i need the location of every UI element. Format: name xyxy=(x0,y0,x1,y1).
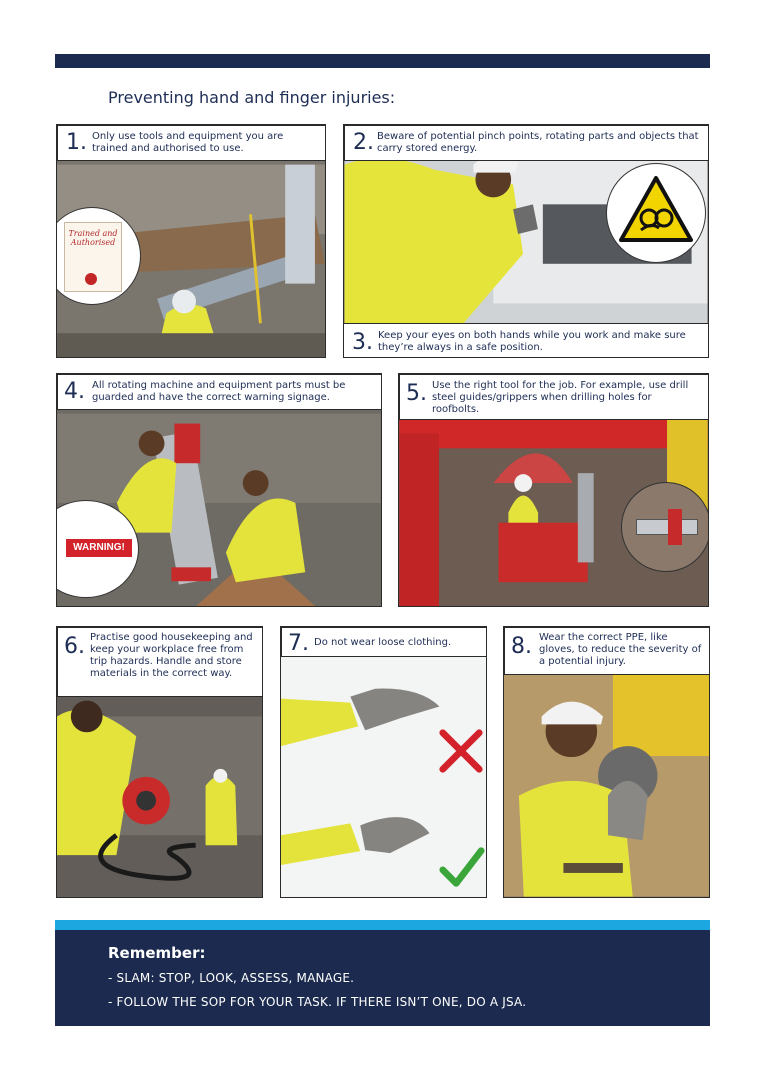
panel-3-number: 3. xyxy=(352,330,373,355)
panel-4-caption xyxy=(57,374,382,410)
panel-5-caption xyxy=(399,374,709,420)
panel-5-text: Use the right tool for the job. For example, use drill steel guides/grippers when drilling holes for roofbolts. xyxy=(432,380,689,415)
panel-5 xyxy=(398,373,709,607)
panel-1 xyxy=(56,124,326,358)
panel-5-number: 5. xyxy=(406,381,427,406)
warning-sign: WARNING! xyxy=(66,539,132,557)
pinch-point-warning-icon xyxy=(607,164,705,262)
page-heading: Preventing hand and finger injuries: xyxy=(108,88,396,107)
panel-8-number: 8. xyxy=(511,634,532,659)
panel-8-caption xyxy=(504,627,710,675)
panel-6 xyxy=(56,626,263,898)
panel-3-caption xyxy=(344,323,709,358)
wrong-cross-icon xyxy=(437,727,485,775)
drill-steel-guide xyxy=(636,519,698,535)
certificate xyxy=(64,222,122,292)
panel-6-text: Practise good housekeeping and keep your workplace free from trip hazards. Handle and store materials in the correct way. xyxy=(90,632,253,679)
panel-7-text: Do not wear loose clothing. xyxy=(314,637,452,648)
certificate-seal xyxy=(85,273,97,285)
accent-stripe xyxy=(55,920,710,930)
panel-7 xyxy=(280,626,487,898)
panel-6-number: 6. xyxy=(64,634,85,659)
panel-2-number: 2. xyxy=(353,130,374,155)
panel-1-number: 1. xyxy=(66,130,87,155)
panel-2-3 xyxy=(343,124,709,358)
panel-3-text: Keep your eyes on both hands while you work and make sure they’re always in a safe position. xyxy=(378,330,686,353)
panel-8 xyxy=(503,626,710,898)
panel-7-number: 7. xyxy=(288,631,309,656)
correct-check-icon xyxy=(437,843,485,891)
panel-4 xyxy=(56,373,382,607)
certificate-title: Trained and Authorised xyxy=(68,229,118,247)
remember-line-2: - FOLLOW THE SOP FOR YOUR TASK. IF THERE ISN’T ONE, DO A JSA. xyxy=(108,995,527,1009)
pinch-point-bubble xyxy=(606,163,706,263)
panel-4-text: All rotating machine and equipment parts must be guarded and have the correct warning signage. xyxy=(92,380,346,403)
drill-gripper-bubble xyxy=(621,482,709,572)
panel-2-caption xyxy=(344,125,709,161)
panel-2-text: Beware of potential pinch points, rotating parts and objects that carry stored energy. xyxy=(377,131,699,154)
panel-1-text: Only use tools and equipment you are trained and authorised to use. xyxy=(92,131,284,154)
panel-7-caption xyxy=(281,627,487,657)
panel-6-caption xyxy=(57,627,263,697)
panel-1-caption xyxy=(57,125,326,161)
panel-4-number: 4. xyxy=(64,379,85,404)
top-banner-bar xyxy=(55,54,710,68)
remember-title: Remember: xyxy=(108,944,206,962)
panel-8-text: Wear the correct PPE, like gloves, to reduce the severity of a potential injury. xyxy=(539,632,702,667)
remember-line-1: - SLAM: STOP, LOOK, ASSESS, MANAGE. xyxy=(108,971,355,985)
gripper-red xyxy=(668,509,682,545)
